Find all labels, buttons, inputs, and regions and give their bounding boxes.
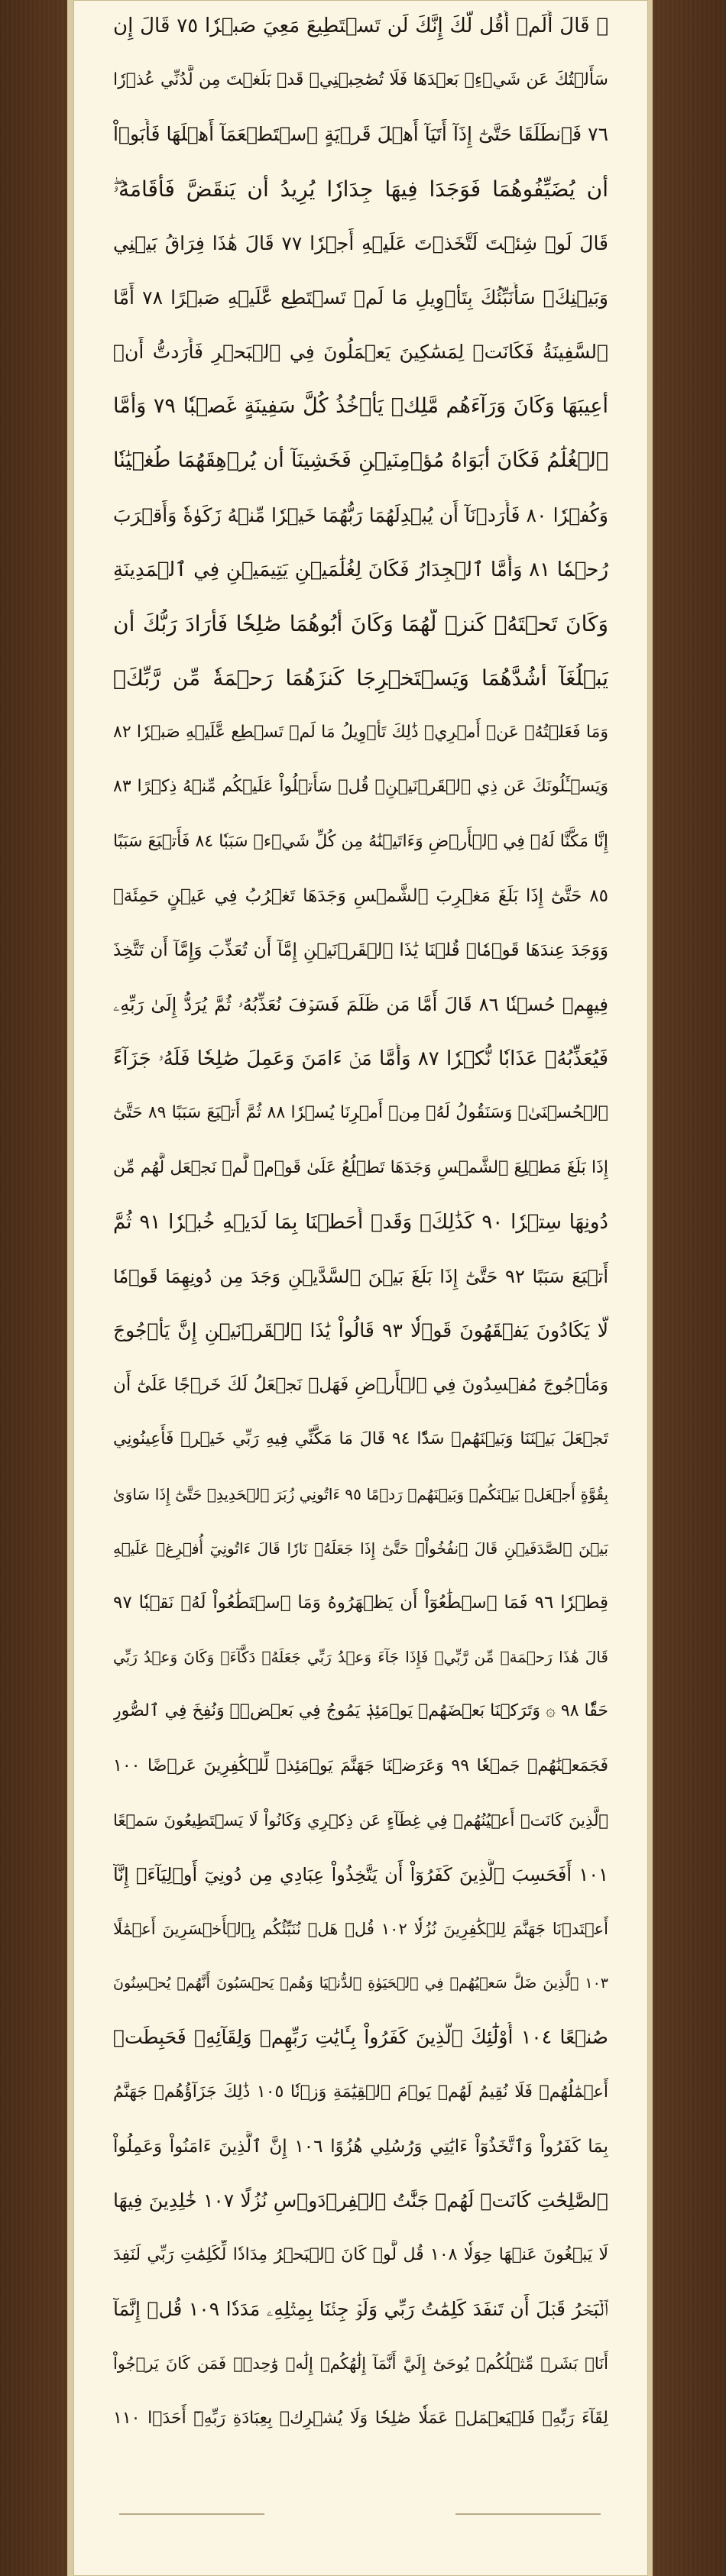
verse-line: ۞ قَالَ أَلَمۡ أَقُل لَّكَ إِنَّكَ لَن تَسۡتَطِيعَ مَعِيَ صَبۡرٗا ٧٥ قَالَ إِن (113, 15, 608, 37)
verse-line: بِقُوَّةٍ أَجۡعَلۡ بَيۡنَكُمۡ وَبَيۡنَهُمۡ رَدۡمًا ٩٥ ءَاتُونِي زُبَرَ ٱلۡحَدِيدِۖ حَتَّىٰٓ إِذَا سَاوَىٰ (113, 1484, 608, 1503)
verse-line: يَبۡلُغَآ أَشُدَّهُمَا وَيَسۡتَخۡرِجَا كَنزَهُمَا رَحۡمَةٗ مِّن رَّبِّكَۚ (113, 665, 608, 691)
verse-line: بِمَا كَفَرُواْ وَٱتَّخَذُوٓاْ ءَايَٰتِي وَرُسُلِي هُزُوًا ١٠٦ إِنَّ ٱلَّذِينَ ءَامَنُواْ وَعَمِلُواْ (113, 2136, 608, 2157)
mushaf-page (73, 0, 648, 2576)
verse-line: لَا يَبۡغُونَ عَنۡهَا حِوَلٗا ١٠٨ قُل لَّوۡ كَانَ ٱلۡبَحۡرُ مِدَادٗا لِّكَلِمَٰتِ رَبِّي لَنَفِدَ (113, 2245, 608, 2265)
verse-line: دُونِهَا سِتۡرٗا ٩٠ كَذَٰلِكَۖ وَقَدۡ أَحَطۡنَا بِمَا لَدَيۡهِ خُبۡرٗا ٩١ ثُمَّ (113, 1210, 608, 1234)
quran-text-block (113, 11, 608, 2448)
verse-line: وَبَيۡنِكَۚ سَأُنَبِّئُكَ بِتَأۡوِيلِ مَا لَمۡ تَسۡتَطِع عَّلَيۡهِ صَبۡرًا ٧٨ أَمَّا (113, 286, 608, 309)
verse-line: أَن يُضَيِّفُوهُمَا فَوَجَدَا فِيهَا جِدَارٗا يُرِيدُ أَن يَنقَضَّ فَأَقَامَهُۥۖ (113, 176, 608, 202)
verse-line: وَكُفۡرٗا ٨٠ فَأَرَدۡنَآ أَن يُبۡدِلَهُمَا رَبُّهُمَا خَيۡرٗا مِّنۡهُ زَكَوٰةٗ وَأَقۡرَبَ (113, 503, 608, 526)
verse-line: صُنۡعًا ١٠٤ أُوْلَٰٓئِكَ ٱلَّذِينَ كَفَرُواْ بِـَٔايَٰتِ رَبِّهِمۡ وَلِقَآئِهِۦ فَحَبِطَتۡ (113, 2026, 608, 2049)
footer-divider-left (119, 2513, 264, 2515)
verse-line: إِذَا بَلَغَ مَطۡلِعَ ٱلشَّمۡسِ وَجَدَهَا تَطۡلُعُ عَلَىٰ قَوۡمٖ لَّمۡ نَجۡعَل لَّهُم مِّن (113, 1157, 608, 1177)
verse-line: قَالَ هَٰذَا رَحۡمَةٞ مِّن رَّبِّيۖ فَإِذَا جَآءَ وَعۡدُ رَبِّي جَعَلَهُۥ دَكَّآءَۖ وَكَانَ وَعۡدُ رَبِّي (113, 1648, 608, 1667)
verse-line: لِقَآءَ رَبِّهِۦ فَلۡيَعۡمَلۡ عَمَلٗا صَٰلِحٗا وَلَا يُشۡرِكۡ بِعِبَادَةِ رَبِّهِۦٓ أَحَدَۢا ١١٠ (113, 2408, 608, 2428)
verse-line: ٱلۡغُلَٰمُ فَكَانَ أَبَوَاهُ مُؤۡمِنَيۡنِ فَخَشِينَآ أَن يُرۡهِقَهُمَا طُغۡيَٰنٗا (113, 448, 608, 473)
verse-line: وَيَسۡـَٔلُونَكَ عَن ذِي ٱلۡقَرۡنَيۡنِۖ قُلۡ سَأَتۡلُواْ عَلَيۡكُم مِّنۡهُ ذِكۡرًا ٨٣ (113, 777, 608, 797)
verse-line: أَعۡمَٰلُهُمۡ فَلَا نُقِيمُ لَهُمۡ يَوۡمَ ٱلۡقِيَٰمَةِ وَزۡنٗا ١٠٥ ذَٰلِكَ جَزَآؤُهُمۡ جَهَنَّمُ (113, 2082, 608, 2102)
verse-line: ٱلۡبَحۡرُ قَبۡلَ أَن تَنفَدَ كَلِمَٰتُ رَبِّي وَلَوۡ جِئۡنَا بِمِثۡلِهِۦ مَدَدٗا ١٠٩ قُلۡ إِنَّمَآ (113, 2298, 608, 2321)
verse-line: إِنَّا مَكَّنَّا لَهُۥ فِي ٱلۡأَرۡضِ وَءَاتَيۡنَٰهُ مِن كُلِّ شَيۡءٖ سَبَبٗا ٨٤ فَأَتۡبَعَ سَبَبًا (113, 831, 608, 851)
verse-line: ٱلَّذِينَ كَانَتۡ أَعۡيُنُهُمۡ فِي غِطَآءٍ عَن ذِكۡرِي وَكَانُواْ لَا يَسۡتَطِيعُونَ سَمۡعًا (113, 1811, 608, 1830)
verse-line: تَجۡعَلَ بَيۡنَنَا وَبَيۡنَهُمۡ سَدّٗا ٩٤ قَالَ مَا مَكَّنِّي فِيهِ رَبِّي خَيۡرٞ فَأَعِينُونِي (113, 1429, 608, 1449)
verse-line: سَأَلۡتُكَ عَن شَيۡءِۭ بَعۡدَهَا فَلَا تُصَٰحِبۡنِيۖ قَدۡ بَلَغۡتَ مِن لَّدُنِّي عُذۡرٗا (113, 70, 608, 90)
verse-line: فِيهِمۡ حُسۡنٗا ٨٦ قَالَ أَمَّا مَن ظَلَمَ فَسَوۡفَ نُعَذِّبُهُۥ ثُمَّ يُرَدُّ إِلَىٰ رَبِّهِۦ (113, 994, 608, 1016)
verse-line: أَعِيبَهَا وَكَانَ وَرَآءَهُم مَّلِكٞ يَأۡخُذُ كُلَّ سَفِينَةٍ غَصۡبٗا ٧٩ وَأَمَّا (113, 394, 608, 419)
verse-line: فَيُعَذِّبُهُۥ عَذَابٗا نُّكۡرٗا ٨٧ وَأَمَّا مَنۡ ءَامَنَ وَعَمِلَ صَٰلِحٗا فَلَهُۥ جَزَآءً (113, 1047, 608, 1071)
verse-line: قِطۡرٗا ٩٦ فَمَا ٱسۡطَٰعُوٓاْ أَن يَظۡهَرُوهُ وَمَا ٱسۡتَطَٰعُواْ لَهُۥ نَقۡبٗا ٩٧ (113, 1592, 608, 1613)
verse-line: فَجَمَعۡنَٰهُمۡ جَمۡعٗا ٩٩ وَعَرَضۡنَا جَهَنَّمَ يَوۡمَئِذٖ لِّلۡكَٰفِرِينَ عَرۡضًا ١٠٠ (113, 1756, 608, 1775)
verse-line: ٱلۡحُسۡنَىٰۖ وَسَنَقُولُ لَهُۥ مِنۡ أَمۡرِنَا يُسۡرٗا ٨٨ ثُمَّ أَتۡبَعَ سَبَبًا ٨٩ حَتَّىٰٓ (113, 1103, 608, 1123)
verse-line: أَنَا۠ بَشَرٞ مِّثۡلُكُمۡ يُوحَىٰٓ إِلَيَّ أَنَّمَآ إِلَٰهُكُمۡ إِلَٰهٞ وَٰحِدٞۖ فَمَن كَانَ يَرۡجُواْ (113, 2354, 608, 2374)
verse-line: وَمَأۡجُوجَ مُفۡسِدُونَ فِي ٱلۡأَرۡضِ فَهَلۡ نَجۡعَلُ لَكَ خَرۡجًا عَلَىٰٓ أَن (113, 1375, 608, 1396)
verse-line: وَوَجَدَ عِندَهَا قَوۡمٗاۖ قُلۡنَا يَٰذَا ٱلۡقَرۡنَيۡنِ إِمَّآ أَن تُعَذِّبَ وَإِمَّآ أَن تَتَّخِذَ (113, 940, 608, 960)
verse-line: وَكَانَ تَحۡتَهُۥ كَنزٞ لَّهُمَا وَكَانَ أَبُوهُمَا صَٰلِحٗا فَأَرَادَ رَبُّكَ أَن (113, 610, 608, 636)
verse-line: قَالَ لَوۡ شِئۡتَ لَتَّخَذۡتَ عَلَيۡهِ أَجۡرٗا ٧٧ قَالَ هَٰذَا فِرَاقُ بَيۡنِي (113, 231, 608, 254)
verse-line: أَتۡبَعَ سَبَبًا ٩٢ حَتَّىٰٓ إِذَا بَلَغَ بَيۡنَ ٱلسَّدَّيۡنِ وَجَدَ مِن دُونِهِمَا قَوۡمٗا (113, 1265, 608, 1287)
verse-line: بَيۡنَ ٱلصَّدَفَيۡنِ قَالَ ٱنفُخُواْۖ حَتَّىٰٓ إِذَا جَعَلَهُۥ نَارٗا قَالَ ءَاتُونِيٓ أُفۡرِغۡ عَلَيۡهِ (113, 1539, 608, 1558)
verse-line: ٱلصَّٰلِحَٰتِ كَانَتۡ لَهُمۡ جَنَّٰتُ ٱلۡفِرۡدَوۡسِ نُزُلًا ١٠٧ خَٰلِدِينَ فِيهَا (113, 2189, 608, 2212)
verse-line: رُحۡمٗا ٨١ وَأَمَّا ٱلۡجِدَارُ فَكَانَ لِغُلَٰمَيۡنِ يَتِيمَيۡنِ فِي ٱلۡمَدِينَةِ (113, 558, 608, 581)
verse-line: لَّا يَكَادُونَ يَفۡقَهُونَ قَوۡلٗا ٩٣ قَالُواْ يَٰذَا ٱلۡقَرۡنَيۡنِ إِنَّ يَأۡجُوجَ (113, 1319, 608, 1342)
verse-line: وَمَا فَعَلۡتُهُۥ عَنۡ أَمۡرِيۚ ذَٰلِكَ تَأۡوِيلُ مَا لَمۡ تَسۡطِع عَّلَيۡهِ صَبۡرٗا ٨٢ (113, 723, 608, 743)
verse-line: حَقّٗا ٩٨ ۞ وَتَرَكۡنَا بَعۡضَهُمۡ يَوۡمَئِذٖ يَمُوجُ فِي بَعۡضٖۖ وَنُفِخَ فِي ٱلصُّورِ (113, 1701, 608, 1721)
verse-line: ١٠٣ ٱلَّذِينَ ضَلَّ سَعۡيُهُمۡ فِي ٱلۡحَيَوٰةِ ٱلدُّنۡيَا وَهُمۡ يَحۡسَبُونَ أَنَّهُمۡ يُحۡسِنُونَ (113, 1975, 608, 1992)
verse-line: أَعۡتَدۡنَا جَهَنَّمَ لِلۡكَٰفِرِينَ نُزُلٗا ١٠٢ قُلۡ هَلۡ نُنَبِّئُكُم بِٱلۡأَخۡسَرِينَ أَعۡمَٰلًا (113, 1920, 608, 1939)
footer-divider-right (455, 2513, 601, 2515)
verse-line: ٨٥ حَتَّىٰٓ إِذَا بَلَغَ مَغۡرِبَ ٱلشَّمۡسِ وَجَدَهَا تَغۡرُبُ فِي عَيۡنٍ حَمِئَةٖ (113, 885, 608, 906)
verse-line: ٱلسَّفِينَةُ فَكَانَتۡ لِمَسَٰكِينَ يَعۡمَلُونَ فِي ٱلۡبَحۡرِ فَأَرَدتُّ أَنۡ (113, 341, 608, 364)
verse-line: ٧٦ فَٱنطَلَقَا حَتَّىٰٓ إِذَآ أَتَيَآ أَهۡلَ قَرۡيَةٍ ٱسۡتَطۡعَمَآ أَهۡلَهَا فَأَبَوۡاْ (113, 123, 608, 146)
verse-line: ١٠١ أَفَحَسِبَ ٱلَّذِينَ كَفَرُوٓاْ أَن يَتَّخِذُواْ عِبَادِي مِن دُونِيٓ أَوۡلِيَآءَۚ إِنَّآ (113, 1863, 608, 1885)
